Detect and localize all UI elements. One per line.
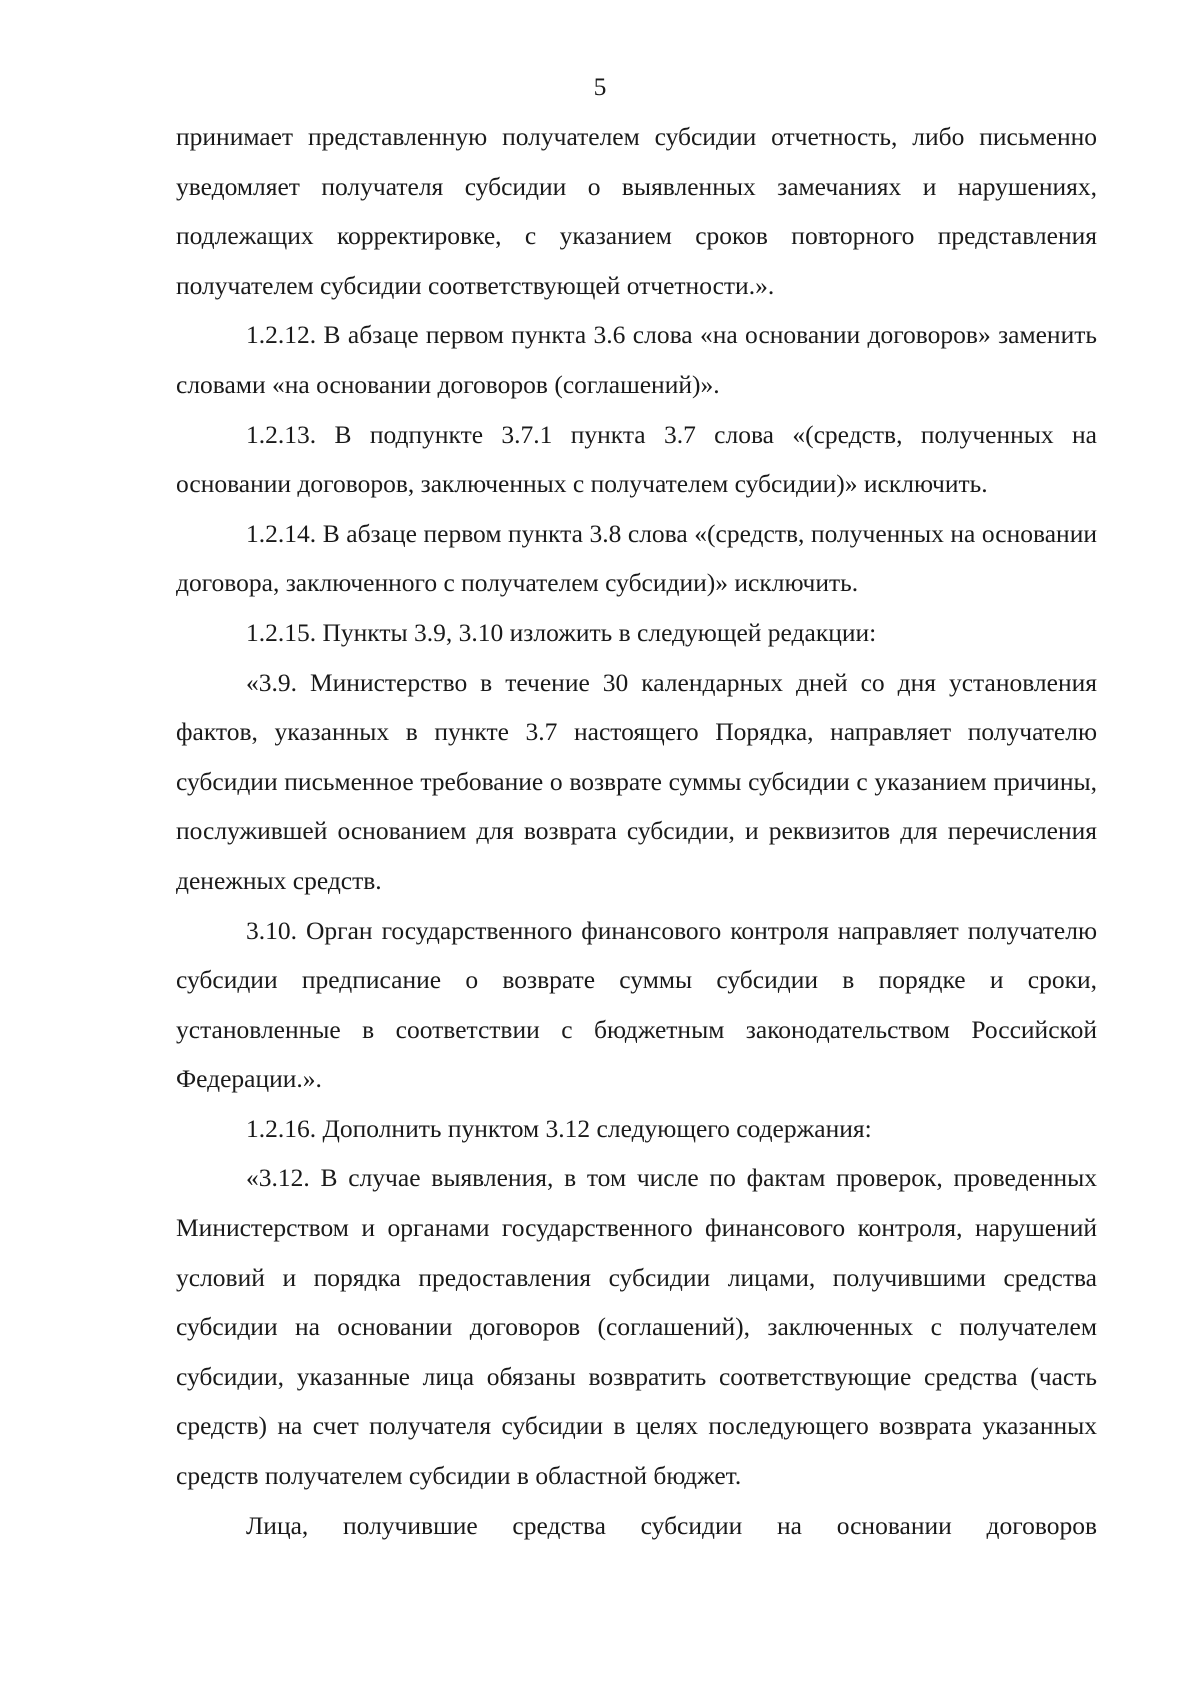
paragraph-persons: Лица, получившие средства субсидии на основании договоров (246, 1510, 1097, 1540)
paragraph-continuation: принимает представленную получателем субсидии отчетность, либо письменно уведомляет получателя субсидии о выявленных замечаниях и нарушениях, подлежащих корректировке, с указанием сроков повторного представления получателем субсидии соответствующей отчетности.». (176, 122, 1097, 300)
paragraph-3-12: «3.12. В случае выявления, в том числе по фактам проверок, проведенных Министерством и органами государственного финансового контроля, нарушений условий и порядка предоставления субсидии лицами, получившими средства субсидии на основании договоров (соглашений), заключенных с получателем субсидии, указанные лица обязаны возвратить соответствующие средства (часть средств) на счет получателя субсидии в целях последующего возврата указанных средств получателем субсидии в областной бюджет. (176, 1163, 1097, 1491)
paragraph-3-9: «3.9. Министерство в течение 30 календарных дней со дня установления фактов, указанных в пункте 3.7 настоящего Порядка, направляет получателю субсидии письменное требование о возврате суммы субсидии с указанием причины, послужившей основанием для возврата субсидии, и реквизитов для перечисления денежных средств. (176, 667, 1097, 895)
paragraph-1-2-12: 1.2.12. В абзаце первом пункта 3.6 слова «на основании договоров» заменить словами «на основании договоров (соглашений)». (176, 320, 1097, 399)
paragraph-1-2-13: 1.2.13. В подпункте 3.7.1 пункта 3.7 слова «(средств, полученных на основании договоров, заключенных с получателем субсидии)» исключить. (176, 419, 1097, 499)
paragraph-3-10: 3.10. Орган государственного финансового контроля направляет получателю субсидии предписание о возврате суммы субсидии в порядке и сроки, установленные в соответствии с бюджетным законодательством Российской Федерации.». (176, 915, 1097, 1094)
paragraph-1-2-16: 1.2.16. Дополнить пунктом 3.12 следующего содержания: (246, 1113, 872, 1143)
paragraph-1-2-15: 1.2.15. Пункты 3.9, 3.10 изложить в следующей редакции: (246, 617, 877, 647)
page-number: 5 (593, 72, 607, 101)
paragraph-1-2-14: 1.2.14. В абзаце первом пункта 3.8 слова «(средств, полученных на основании договора, заключенного с получателем субсидии)» исключить. (176, 518, 1097, 598)
document-body (176, 112, 1097, 1550)
